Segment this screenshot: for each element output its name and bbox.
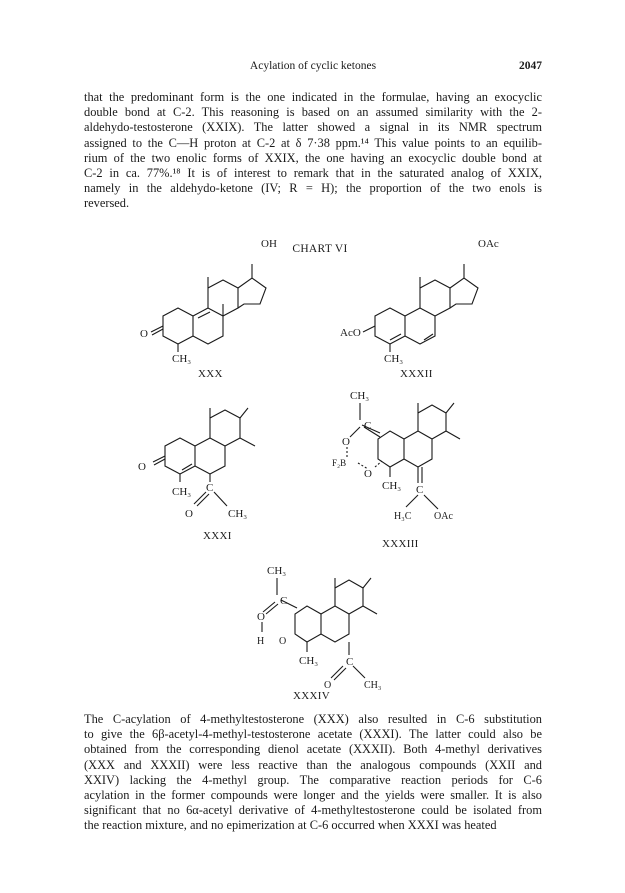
chart-title: CHART VI [292, 243, 348, 255]
paragraph-2 [84, 712, 542, 834]
text-line: aldehydo-testosterone (XXIX). The latter showed a signal in its NMR spectrum [84, 120, 542, 135]
page-number: 2047 [519, 60, 542, 72]
atom-label: F₂B [332, 458, 347, 468]
structure-xxxiv [245, 560, 425, 690]
text-line: that the predominant form is the one indicated in the formulae, having an exocyclic [84, 90, 542, 104]
atom-label: CH₃ [384, 353, 404, 364]
text-line: reversed. [84, 196, 130, 211]
atom-label: O [185, 508, 193, 520]
compound-label-xxxiii: XXXIII [382, 538, 419, 550]
atom-label: O [364, 468, 372, 480]
atom-label: OH [261, 238, 277, 250]
structure-xxx [138, 232, 308, 364]
atom-label: H [257, 636, 265, 647]
atom-label: C [364, 420, 372, 432]
compound-label-xxxiv: XXXIV [293, 690, 330, 702]
atom-label: C [416, 484, 424, 496]
atom-label: CH₃ [364, 680, 382, 690]
compound-label-xxxii: XXXII [400, 368, 433, 380]
atom-label: CH₃ [267, 565, 287, 577]
text-line: obtained from the corresponding dienol acetate (XXXII). Both 4-methyl derivatives [84, 742, 542, 757]
atom-label: O [138, 461, 146, 473]
compound-label-xxx: XXX [198, 368, 223, 380]
text-line: XXIV) lacking the 4-methyl group. The comparative reaction periods for C-6 [84, 772, 542, 787]
atom-label: OAc [434, 511, 453, 522]
text-line: significant that no 6α-acetyl derivative of 4-methyltestosterone could be isolated from [84, 803, 542, 818]
text-line: The C-acylation of 4-methyltestosterone (XXX) also resulted in C-6 substitution [84, 712, 542, 726]
text-line: assigned to the C—H proton at C-2 at δ 7·38 ppm.¹⁴ This value points to an equilib- [84, 135, 542, 150]
atom-label: CH₃ [228, 508, 248, 520]
atom-label: O [342, 436, 350, 448]
text-line: acylation in the former compounds were longer and the yields were smaller. It is also [84, 788, 542, 803]
atom-label: O [279, 636, 287, 647]
atom-label: CH₃ [172, 353, 192, 364]
atom-label: OAc [478, 238, 499, 250]
text-line: double bond at C-2. This reasoning is based on an assumed similarity with the 2- [84, 105, 542, 120]
running-head [84, 60, 542, 76]
structure-xxxii [338, 232, 528, 364]
atom-label: O [257, 611, 265, 623]
running-title: Acylation of cyclic ketones [249, 60, 377, 72]
atom-label: C [206, 482, 214, 494]
atom-label: C [280, 595, 288, 607]
atom-label: H₃C [394, 511, 412, 522]
compound-label-xxxi: XXXI [203, 530, 232, 542]
atom-label: CH₃ [350, 390, 370, 402]
atom-label: CH₃ [172, 486, 192, 498]
structure-xxxiii [320, 385, 510, 530]
structure-xxxi [130, 400, 300, 525]
atom-label: AcO [340, 327, 361, 339]
text-line: namely in the aldehydo-ketone (IV; R = H); the proportion of the two enols is [84, 181, 542, 196]
text-line: C-2 in ca. 77%.¹⁸ It is of interest to remark that in the saturated analog of XXIX, [84, 166, 542, 181]
paragraph-1 [84, 90, 542, 212]
atom-label: O [324, 680, 332, 690]
atom-label: CH₃ [299, 655, 319, 667]
text-line: rium of the two enolic forms of XXIX, the one having an exocyclic double bond at [84, 150, 542, 165]
text-line: the reaction mixture, and no epimerization at C-6 occurred when XXXI was heated [84, 818, 497, 833]
text-line: to give the 6β-acetyl-4-methyl-testosterone acetate (XXXI). The latter could also be [84, 727, 542, 742]
text-line: (XXX and XXXII) were less reactive than the analogous compounds (XXII and [84, 757, 542, 772]
atom-label: CH₃ [382, 480, 402, 492]
atom-label: O [140, 328, 148, 340]
atom-label: C [346, 656, 354, 668]
